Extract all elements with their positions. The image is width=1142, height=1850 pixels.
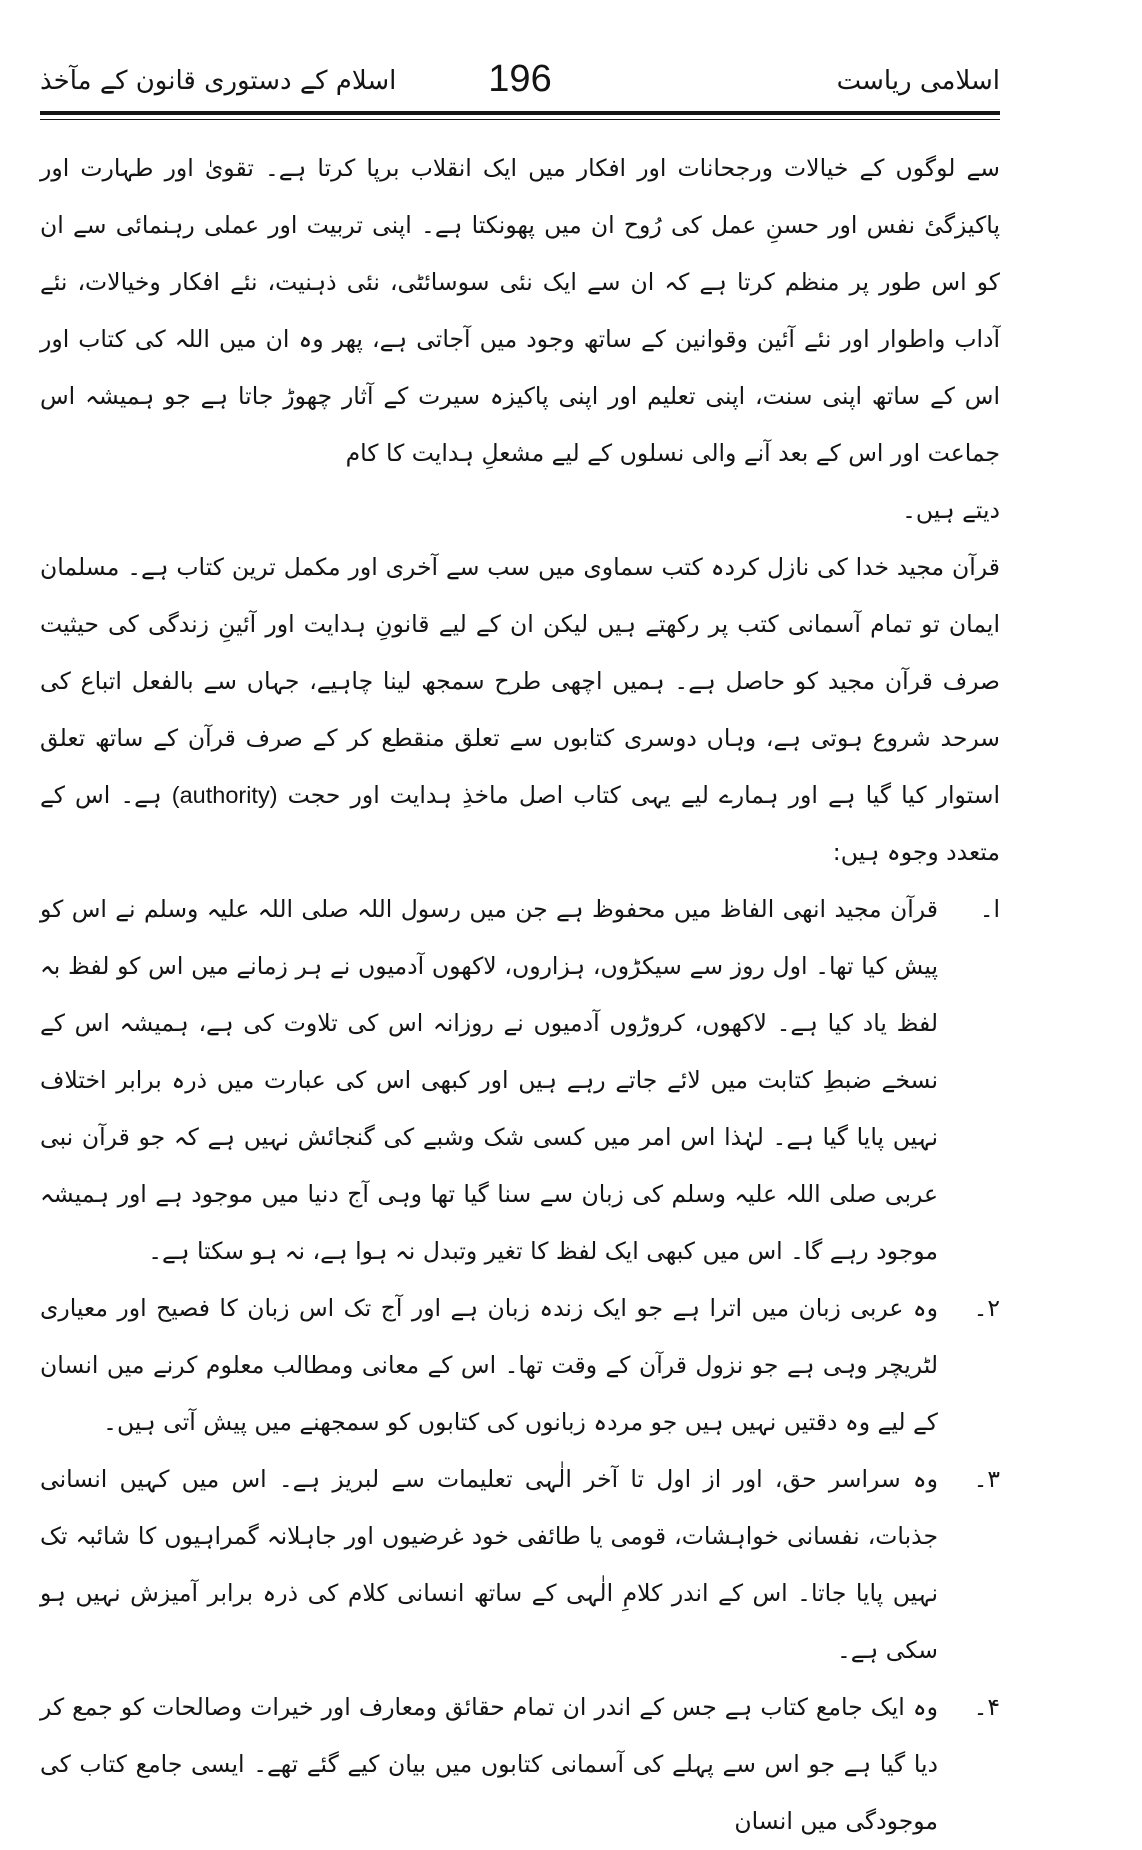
paragraph-quran	[40, 539, 1000, 881]
page-body	[40, 140, 1000, 1850]
list-item	[40, 1451, 1000, 1679]
list-item-number: ا۔	[979, 895, 1000, 923]
list-item-text: وہ ایک جامع کتاب ہے جس کے اندر ان تمام حقائق ومعارف اور خیرات وصالحات کو جمع کر دیا گیا ہے جو اس سے پہلے کی آسمانی کتابوں میں بیان کیے گئے تھے۔ ایسی جامع کتاب کی موجودگی میں انسان	[40, 1693, 938, 1835]
list-item-number: ۴۔	[973, 1693, 1000, 1721]
paragraph-intro-end: دیتے ہیں۔	[902, 496, 1000, 524]
list-item-text: وہ عربی زبان میں اترا ہے جو ایک زندہ زبان ہے اور آج تک اس زبان کا فصیح اور معیاری لٹریچر وہی ہے جو نزول قرآن کے وقت تھا۔ اس کے معانی ومطالب معلوم کرنے میں انسان کے لیے وہ دقتیں نہیں ہیں جو مردہ زبانوں کی کتابوں کو سمجھنے میں پیش آتی ہیں۔	[40, 1294, 938, 1436]
page-number: 196	[488, 58, 552, 100]
list-item-text: وہ سراسر حق، اور از اول تا آخر الٰہی تعلیمات سے لبریز ہے۔ اس میں کہیں انسانی جذبات، نفسانی خواہشات، قومی یا طائفی خود غرضیوں اور جاہلانہ گمراہیوں کا شائبہ تک نہیں پایا جاتا۔ اس کے اندر کلامِ الٰہی کے ساتھ انسانی کلام کی ذرہ برابر آمیزش نہیں ہو سکی ہے۔	[40, 1465, 938, 1664]
list-item-text: قرآن مجید انھی الفاظ میں محفوظ ہے جن میں رسول اللہ صلی اللہ علیہ وسلم نے اس کو پیش کیا تھا۔ اول روز سے سیکڑوں، ہزاروں، لاکھوں آدمیوں نے ہر زمانے میں اس کو لفظ بہ لفظ یاد کیا ہے۔ لاکھوں، کروڑوں آدمیوں نے روزانہ اس کی تلاوت کی ہے، ہمیشہ اس کے نسخے ضبطِ کتابت میں لائے جاتے رہے ہیں اور کبھی اس کی عبارت میں ذرہ برابر اختلاف نہیں پایا گیا ہے۔ لہٰذا اس امر میں کسی شک وشبے کی گنجائش نہیں ہے کہ جو قرآن نبی عربی صلی اللہ علیہ وسلم کی زبان سے سنا گیا تھا وہی آج دنیا میں موجود ہے اور ہمیشہ موجود رہے گا۔ اس میں کبھی ایک لفظ کا تغیر وتبدل نہ ہوا ہے، نہ ہو سکتا ہے۔	[40, 895, 938, 1265]
paragraph-intro: سے لوگوں کے خیالات ورجحانات اور افکار میں ایک انقلاب برپا کرتا ہے۔ تقویٰ اور طہارت اور پاکیزگیٔ نفس اور حسنِ عمل کی رُوح ان میں پھونکتا ہے۔ اپنی تربیت اور عملی رہنمائی سے ان کو اس طور پر منظم کرتا ہے کہ ان سے ایک نئی سوسائٹی، نئی ذہنیت، نئے افکار وخیالات، نئے آداب واطوار اور نئے آئین وقوانین کے ساتھ وجود میں آجاتی ہے، پھر وہ ان میں اللہ کی کتاب اور اس کے ساتھ اپنی سنت، اپنی تعلیم اور اپنی پاکیزہ سیرت کے آثار چھوڑ جاتا ہے جو ہمیشہ اس جماعت اور اس کے بعد آنے والی نسلوں کے لیے مشعلِ ہدایت کا کام	[40, 154, 1000, 467]
header-rule-thick	[40, 111, 1000, 115]
authority-term: (authority)	[171, 782, 278, 808]
book-title: اسلامی ریاست	[836, 66, 1000, 96]
list-item-number: ۳۔	[973, 1465, 1000, 1493]
paragraph-quran-end: ہے۔ اس کے متعدد وجوہ ہیں:	[40, 781, 1000, 866]
header-rule-thin	[40, 119, 1000, 120]
list-item-number: ۲۔	[973, 1294, 1000, 1322]
chapter-title: اسلام کے دستوری قانون کے مآخذ	[40, 66, 397, 96]
paragraph-quran-text: قرآن مجید خدا کی نازل کردہ کتب سماوی میں سب سے آخری اور مکمل ترین کتاب ہے۔ مسلمان ایمان تو تمام آسمانی کتب پر رکھتے ہیں لیکن ان کے لیے قانونِ ہدایت اور آئینِ زندگی کی حیثیت صرف قرآن مجید کو حاصل ہے۔ ہمیں اچھی طرح سمجھ لینا چاہیے، جہاں سے بالفعل اتباع کی سرحد شروع ہوتی ہے، وہاں دوسری کتابوں سے تعلق منقطع کر کے صرف قرآن کے ساتھ تعلق استوار کیا گیا ہے اور ہمارے لیے یہی کتاب اصل ماخذِ ہدایت اور حجت	[40, 553, 1000, 809]
list-item	[40, 1280, 1000, 1451]
list-item	[40, 1679, 1000, 1850]
running-header	[40, 58, 1000, 118]
list-item	[40, 881, 1000, 1280]
